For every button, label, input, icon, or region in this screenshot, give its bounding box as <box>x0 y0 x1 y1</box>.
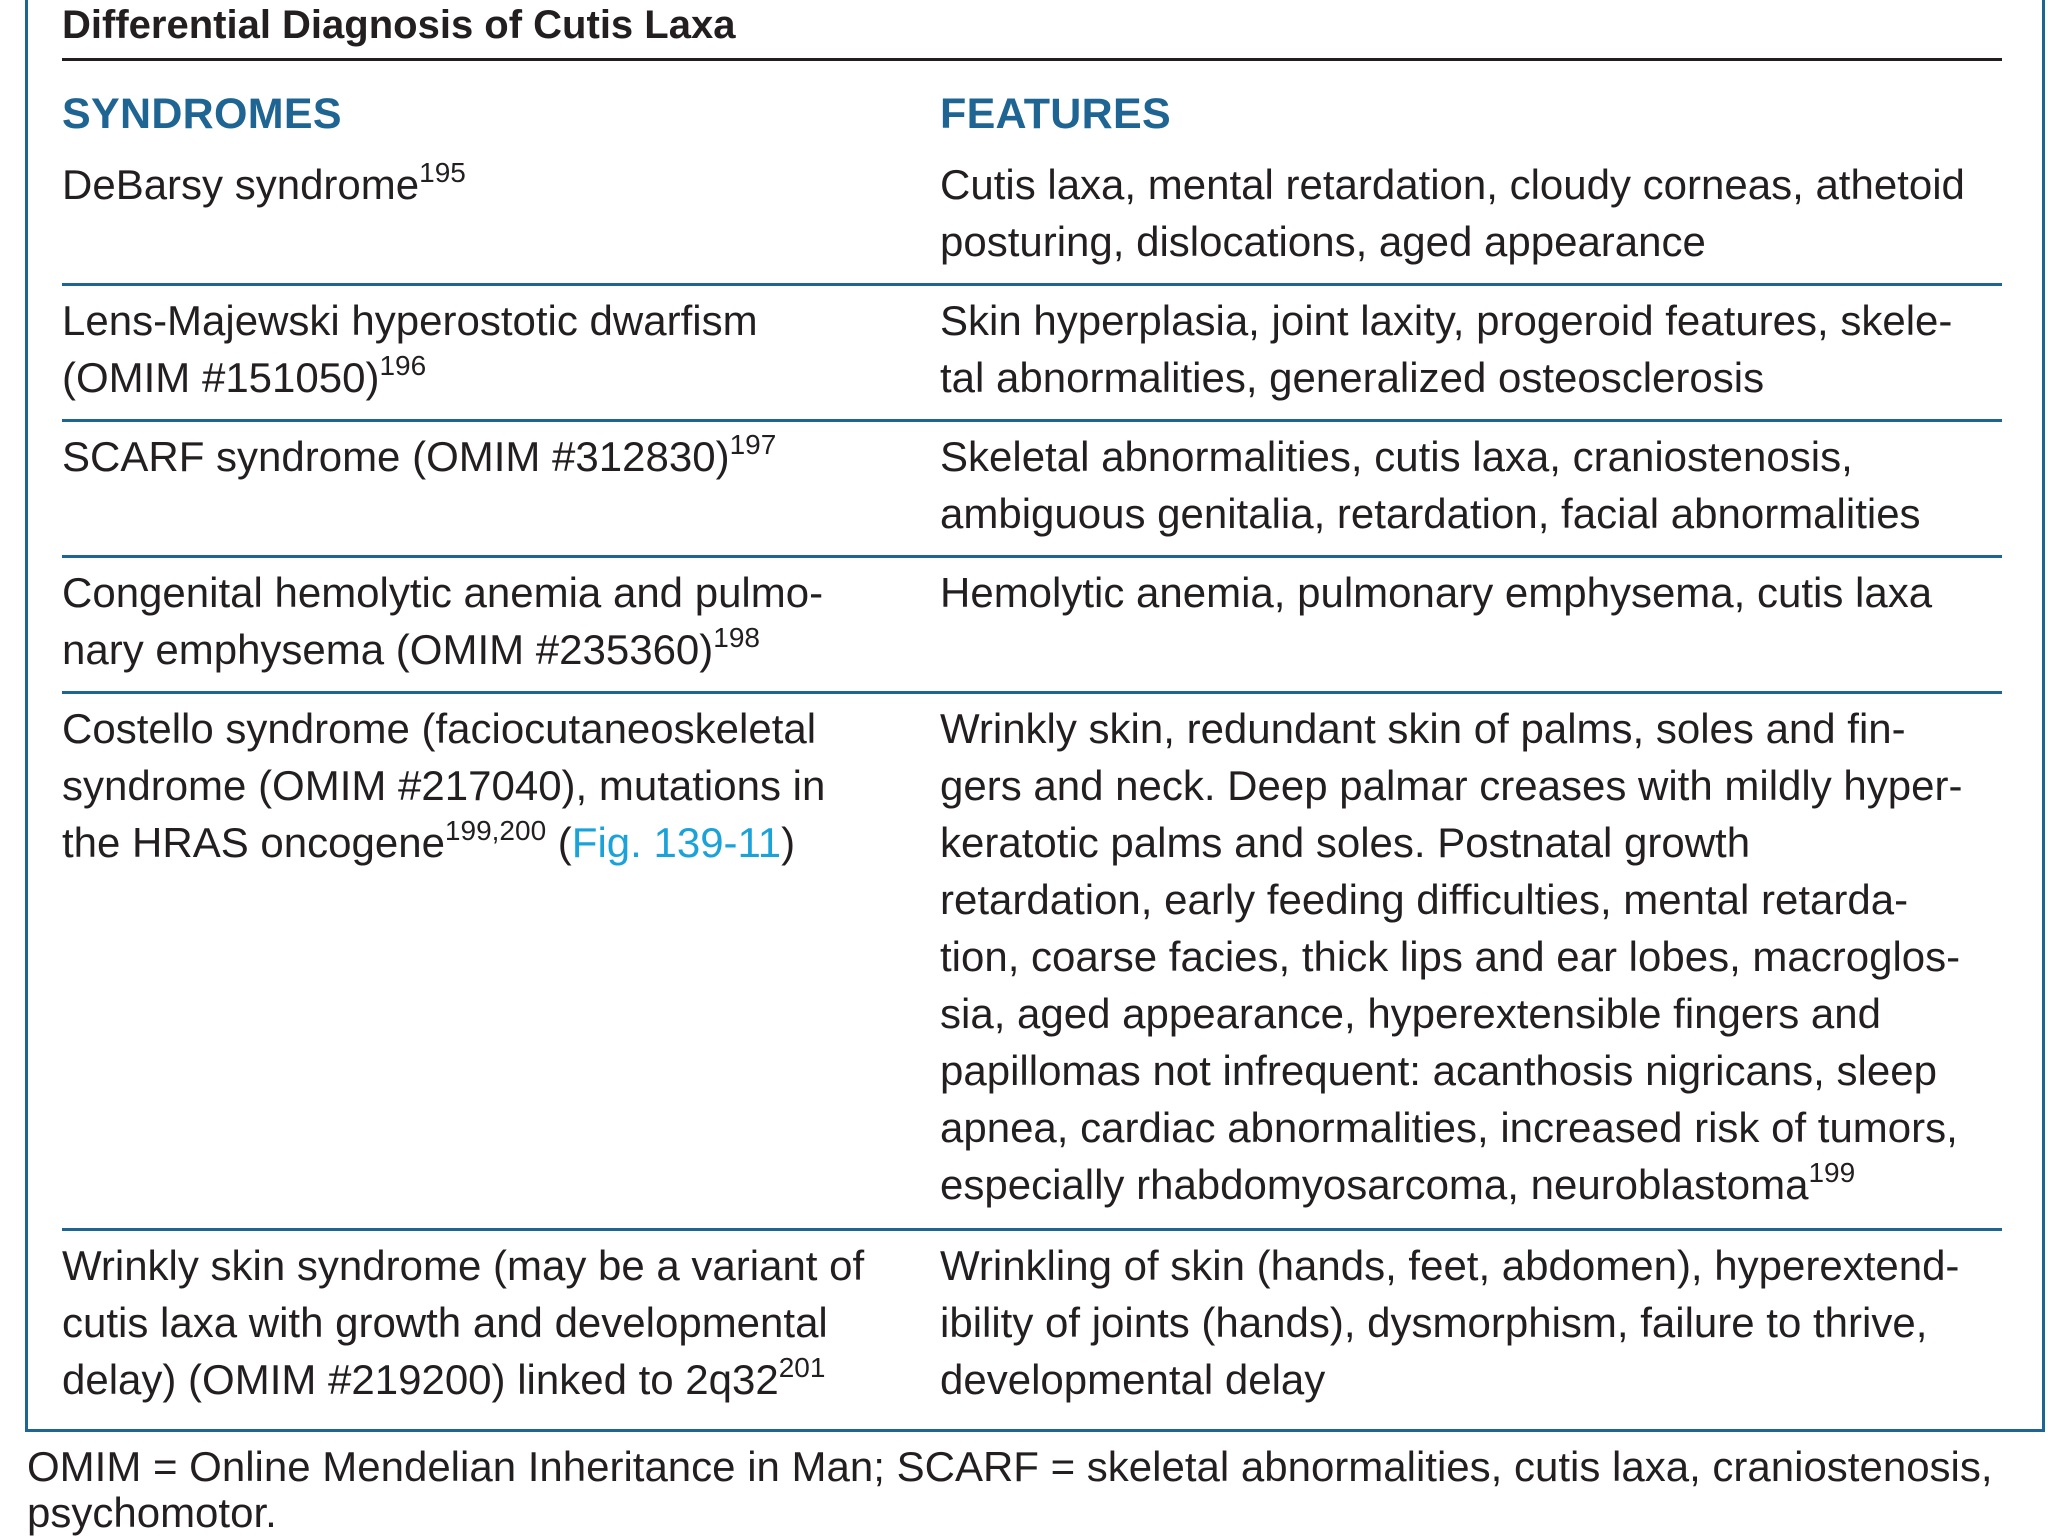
features-line: keratotic palms and soles. Postnatal growth <box>940 819 1751 866</box>
features-line: sia, aged appearance, hyperextensible fingers and <box>940 990 1881 1037</box>
title-rule <box>62 58 2002 61</box>
syndrome-line: Wrinkly skin syndrome (may be a variant of <box>62 1242 865 1289</box>
syndrome-line: syndrome (OMIM #217040), mutations in <box>62 762 826 809</box>
syndrome-cell <box>62 700 912 871</box>
footnote-line: OMIM = Online Mendelian Inheritance in Man; SCARF = skeletal abnormalities, cutis laxa, craniostenosis, <box>27 1443 1993 1490</box>
row-divider <box>62 419 2002 422</box>
reference-superscript: 199 <box>1808 1157 1856 1188</box>
features-line: ibility of joints (hands), dysmorphism, failure to thrive, <box>940 1299 1928 1346</box>
syndrome-line: delay) (OMIM #219200) linked to $2q32^{201}$ <box>62 1352 826 1403</box>
features-line: gers and neck. Deep palmar creases with mildly hyper- <box>940 762 1963 809</box>
features-line: especially rhabdomyosarcoma, neuroblastoma$^{199}$ <box>940 1157 1856 1208</box>
reference-superscript: 196 <box>379 350 427 381</box>
features-cell <box>940 700 2002 1213</box>
figure-link[interactable]: Fig. 139-11 <box>571 819 782 866</box>
features-line: apnea, cardiac abnormalities, increased risk of tumors, <box>940 1104 1958 1151</box>
syndrome-line: Costello syndrome (faciocutaneoskeletal <box>62 705 817 752</box>
header-features: FEATURES <box>940 90 1171 138</box>
features-cell <box>940 564 2002 621</box>
features-line: ambiguous genitalia, retardation, facial abnormalities <box>940 490 1921 537</box>
footnote-line: psychomotor. <box>27 1489 277 1536</box>
row-divider <box>62 555 2002 558</box>
syndrome-line: the HRAS oncogene$^{199,200}$ (Fig. 139-11) <box>62 815 796 866</box>
syndrome-line: cutis laxa with growth and developmental <box>62 1299 828 1346</box>
syndrome-cell <box>62 428 912 485</box>
features-line: Skeletal abnormalities, cutis laxa, craniostenosis, <box>940 433 1853 480</box>
reference-superscript: 195 <box>419 157 466 188</box>
syndrome-line: SCARF syndrome (OMIM #312830)$^{197}$ <box>62 429 777 480</box>
features-line: tion, coarse facies, thick lips and ear lobes, macroglos- <box>940 933 1961 980</box>
features-line: tal abnormalities, generalized osteosclerosis <box>940 354 1765 401</box>
features-cell <box>940 428 2002 542</box>
features-line: Cutis laxa, mental retardation, cloudy corneas, athetoid <box>940 161 1965 208</box>
syndrome-line: nary emphysema (OMIM #235360)$^{198}$ <box>62 622 760 673</box>
reference-superscript: 201 <box>778 1352 826 1383</box>
reference-superscript: 199,200 <box>444 815 547 846</box>
features-line: Wrinkly skin, redundant skin of palms, soles and fin- <box>940 705 1906 752</box>
features-line: retardation, early feeding difficulties, mental retarda- <box>940 876 1909 923</box>
reference-superscript: 198 <box>713 622 760 653</box>
features-line: papillomas not infrequent: acanthosis nigricans, sleep <box>940 1047 1937 1094</box>
syndrome-cell <box>62 292 912 406</box>
table-footnote <box>27 1444 2027 1536</box>
reference-superscript: 197 <box>729 429 777 460</box>
syndrome-line: Congenital hemolytic anemia and pulmo- <box>62 569 824 616</box>
syndrome-cell <box>62 156 912 213</box>
features-cell <box>940 1237 2002 1408</box>
row-divider <box>62 1228 2002 1231</box>
row-divider <box>62 691 2002 694</box>
syndrome-cell <box>62 564 912 678</box>
row-divider <box>62 283 2002 286</box>
features-line: Skin hyperplasia, joint laxity, progeroid features, skele- <box>940 297 1953 344</box>
features-line: Hemolytic anemia, pulmonary emphysema, cutis laxa <box>940 569 1933 616</box>
syndrome-line: Lens-Majewski hyperostotic dwarfism <box>62 297 758 344</box>
syndrome-line: DeBarsy syndrome$^{195}$ <box>62 157 466 208</box>
features-line: posturing, dislocations, aged appearance <box>940 218 1706 265</box>
table-title: Differential Diagnosis of Cutis Laxa <box>62 3 736 47</box>
features-line: Wrinkling of skin (hands, feet, abdomen), hyperextend- <box>940 1242 1960 1289</box>
features-cell <box>940 292 2002 406</box>
features-cell <box>940 156 2002 270</box>
syndrome-cell <box>62 1237 912 1408</box>
header-syndromes: SYNDROMES <box>62 90 342 138</box>
features-line: developmental delay <box>940 1356 1326 1403</box>
syndrome-line: (OMIM #151050)$^{196}$ <box>62 350 427 401</box>
